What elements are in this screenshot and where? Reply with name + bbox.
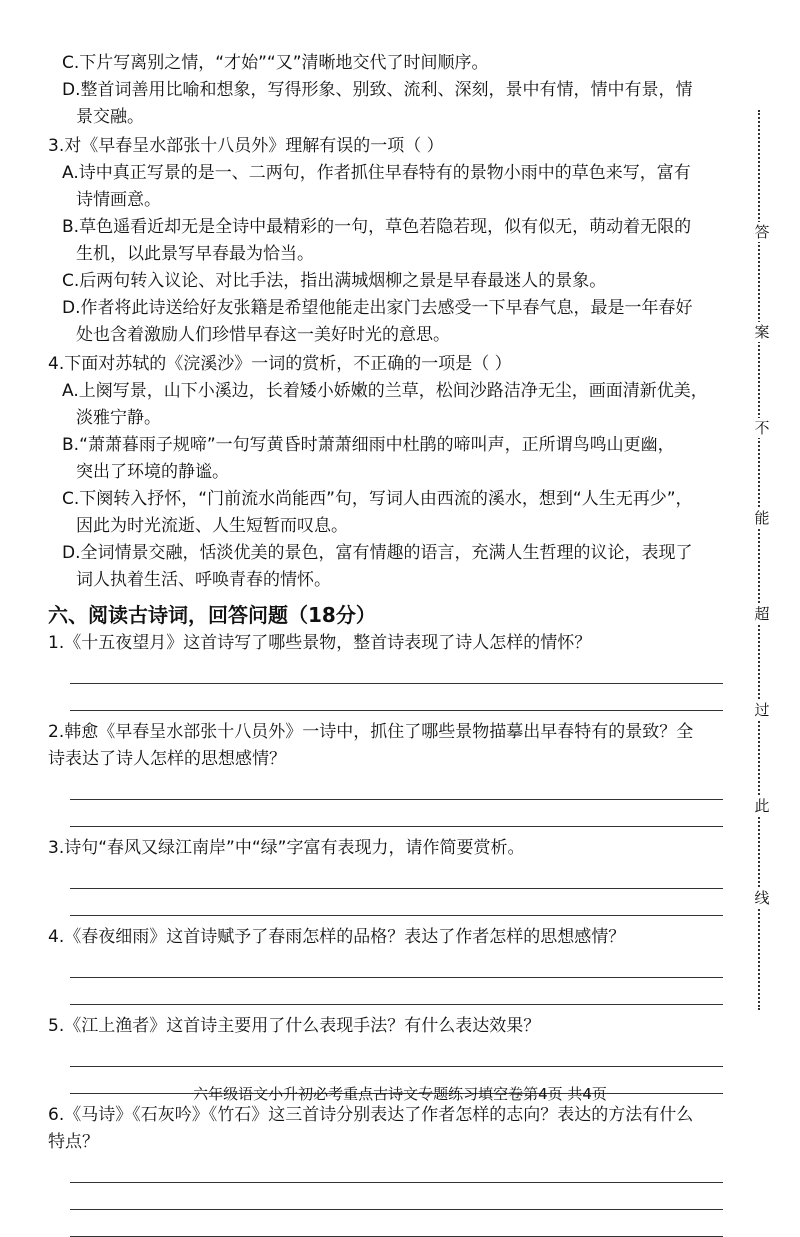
- s6-question-3: 3.诗句“春风又绿江南岸”中“绿”字富有表现力，请作简要赏析。: [48, 838, 525, 858]
- q4-option-b: B.“萧萧暮雨子规啼”一句写黄昏时萧萧细雨中杜鹃的啼叫声，正所谓鸟鸣山更幽，: [62, 435, 675, 455]
- q4-option-c: C.下阕转入抒怀，“门前流水尚能西”句，写词人由西流的溪水，想到“人生无再少”，: [62, 489, 693, 509]
- q3-option-a-cont: 诗情画意。: [76, 190, 161, 210]
- s6-question-2: 2.韩愈《早春呈水部张十八员外》一诗中，抓住了哪些景物描摹出早春特有的景致？全: [48, 722, 694, 742]
- binding-char: 线: [751, 888, 773, 908]
- answer-line[interactable]: [70, 862, 723, 889]
- s6-question-4: 4.《春夜细雨》这首诗赋予了春雨怎样的品格？表达了作者怎样的思想感情？: [48, 927, 626, 947]
- binding-dotted-line: [758, 110, 774, 1010]
- answer-line[interactable]: [70, 951, 723, 978]
- s6-question-5: 5.《江上渔者》这首诗主要用了什么表现手法？有什么表达效果？: [48, 1016, 541, 1036]
- answer-line[interactable]: [70, 773, 723, 800]
- q4-option-b-cont: 突出了环境的静谧。: [76, 462, 229, 482]
- q4-option-a-cont: 淡雅宁静。: [76, 408, 161, 428]
- answer-line[interactable]: [70, 889, 723, 916]
- question-3-stem: 3.对《早春呈水部张十八员外》理解有误的一项（ ）: [48, 136, 444, 156]
- q4-option-d: D.全词情景交融，恬淡优美的景色，富有情趣的语言，充满人生哲理的议论，表现了: [62, 543, 693, 563]
- answer-line[interactable]: [70, 800, 723, 827]
- q3-option-b: B.草色遥看近却无是全诗中最精彩的一句，草色若隐若现，似有似无，萌动着无限的: [62, 217, 692, 237]
- answer-line[interactable]: [70, 978, 723, 1005]
- answer-line[interactable]: [70, 1210, 723, 1237]
- answer-line[interactable]: [70, 1156, 723, 1183]
- binding-char: 不: [751, 418, 773, 438]
- question-4-stem: 4.下面对苏轼的《浣溪沙》一词的赏析，不正确的一项是（ ）: [48, 354, 512, 374]
- page-footer: 六年级语文小升初必考重点古诗文专题练习填空卷第4页 共4页: [193, 1085, 607, 1103]
- q3-option-c: C.后两句转入议论、对比手法，指出满城烟柳之景是早春最迷人的景象。: [62, 271, 607, 291]
- q3-option-d: D.作者将此诗送给好友张籍是希望他能走出家门去感受一下早春气息，最是一年春好: [62, 298, 693, 318]
- q3-option-a: A.诗中真正写景的是一、二两句，作者抓住早春特有的景物小雨中的草色来写，富有: [62, 163, 691, 183]
- q4-option-d-cont: 词人执着生活、呼唤青春的情怀。: [76, 570, 331, 590]
- answer-line[interactable]: [70, 657, 723, 684]
- answer-line[interactable]: [70, 1183, 723, 1210]
- answer-line[interactable]: [70, 1040, 723, 1067]
- q4-option-a: A.上阕写景，山下小溪边，长着矮小娇嫩的兰草，松间沙路洁净无尘，画面清新优美，: [62, 381, 708, 401]
- q3-option-b-cont: 生机，以此景写早春最为恰当。: [76, 244, 314, 264]
- q4-option-c-cont: 因此为时光流逝、人生短暂而叹息。: [76, 516, 348, 536]
- binding-char: 此: [751, 796, 773, 816]
- binding-char: 案: [751, 322, 773, 342]
- binding-char: 能: [751, 508, 773, 528]
- binding-char: 答: [751, 222, 773, 242]
- binding-char: 超: [751, 604, 773, 624]
- binding-char: 过: [751, 700, 773, 720]
- page-content: [48, 50, 743, 1237]
- section-6-title: 六、阅读古诗词，回答问题（18分）: [48, 603, 376, 627]
- answer-line[interactable]: [70, 684, 723, 711]
- q3-option-d-cont: 处也含着激励人们珍惜早春这一美好时光的意思。: [76, 325, 450, 345]
- option-c: C.下片写离别之情，“才始”“又”清晰地交代了时间顺序。: [62, 53, 489, 73]
- s6-question-1: 1.《十五夜望月》这首诗写了哪些景物，整首诗表现了诗人怎样的情怀？: [48, 633, 592, 653]
- s6-question-6-cont: 特点？: [48, 1132, 99, 1152]
- s6-question-6: 6.《马诗》《石灰吟》《竹石》这三首诗分别表达了作者怎样的志向？表达的方法有什么: [48, 1105, 694, 1125]
- option-d-cont: 景交融。: [76, 107, 144, 127]
- s6-question-2-cont: 诗表达了诗人怎样的思想感情？: [48, 749, 286, 769]
- option-d: D.整首词善用比喻和想象，写得形象、别致、流利、深刻，景中有情，情中有景，情: [62, 80, 693, 100]
